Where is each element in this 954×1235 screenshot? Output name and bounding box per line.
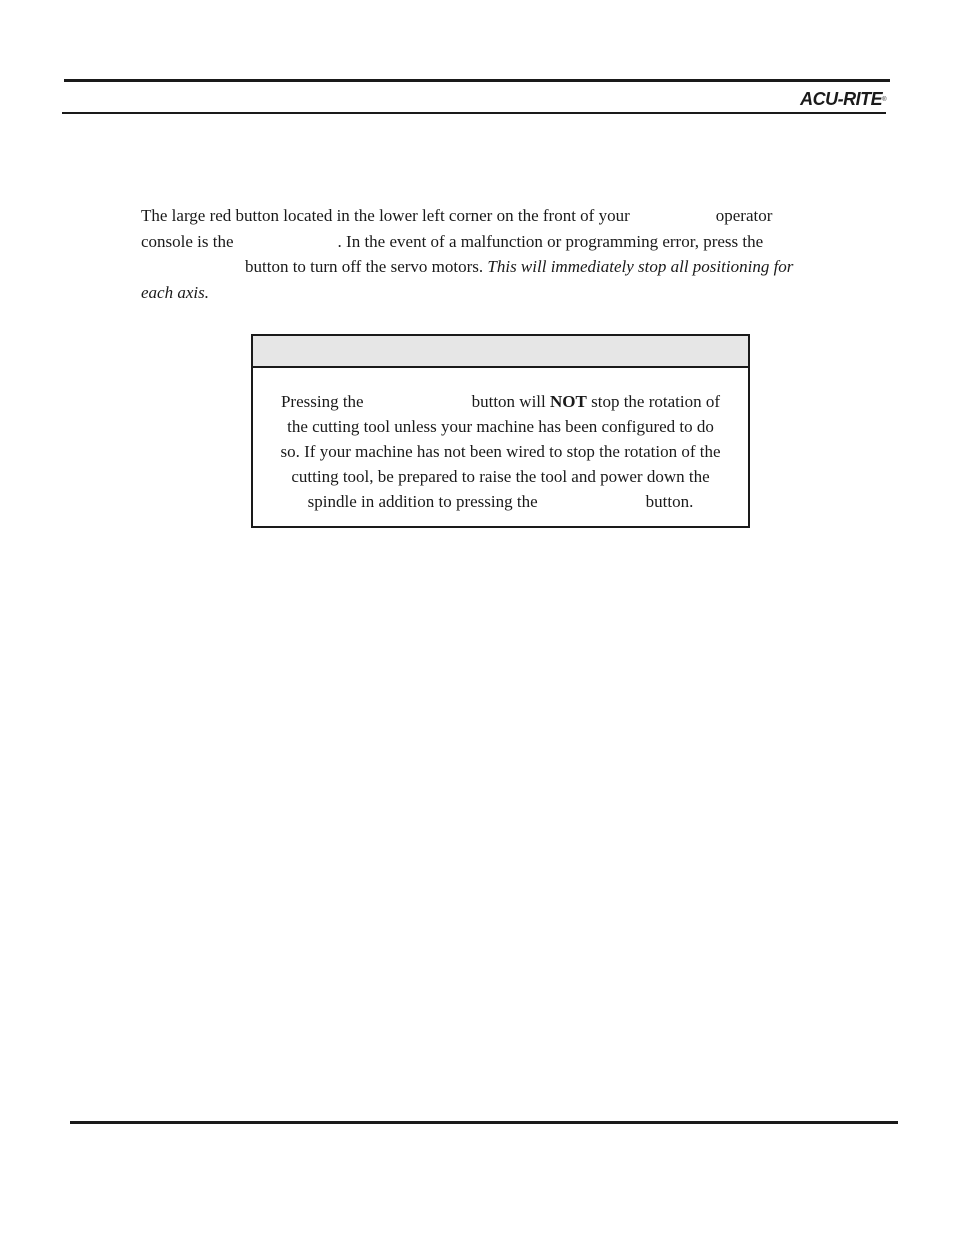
note-line-1 <box>253 389 748 414</box>
note-body <box>253 368 748 514</box>
note-box <box>251 334 750 528</box>
registered-mark: ® <box>882 97 886 103</box>
paragraph-text: operator <box>715 206 773 225</box>
paragraph-text: The large red button located in the lower left corner on the front of your <box>141 206 630 225</box>
header-rule-top <box>64 79 890 82</box>
note-text: button. <box>645 492 694 511</box>
logo-text: ACU-RITE <box>800 89 883 109</box>
note-line-2: the cutting tool unless your machine has been configured to do <box>287 417 714 436</box>
note-line-5 <box>253 489 748 514</box>
header-rule-bottom <box>62 112 886 114</box>
note-text: stop the rotation of <box>591 392 721 411</box>
note-text: Pressing the <box>280 392 364 411</box>
paragraph-line-3 <box>141 254 857 280</box>
acu-rite-logo <box>800 89 886 109</box>
note-text: spindle in addition to pressing the <box>307 492 538 511</box>
paragraph-text: console is the <box>141 231 234 251</box>
note-header <box>253 336 748 368</box>
note-text: button will <box>471 392 546 411</box>
paragraph-italic-text: each axis. <box>141 282 209 302</box>
note-bold-text: NOT <box>550 392 587 411</box>
paragraph-line-4 <box>141 280 857 306</box>
intro-paragraph <box>141 203 857 305</box>
paragraph-text: . In the event of a malfunction or programming error, press the <box>337 231 764 251</box>
note-line-3: so. If your machine has not been wired to stop the rotation of the <box>280 442 721 461</box>
note-line-4: cutting tool, be prepared to raise the tool and power down the <box>291 467 710 486</box>
footer-rule <box>70 1121 898 1124</box>
paragraph-text: button to turn off the servo motors. <box>245 257 484 276</box>
paragraph-line-2 <box>141 229 857 255</box>
paragraph-line-1 <box>141 203 857 229</box>
paragraph-italic-text: This will immediately stop all positioning for <box>487 257 794 276</box>
